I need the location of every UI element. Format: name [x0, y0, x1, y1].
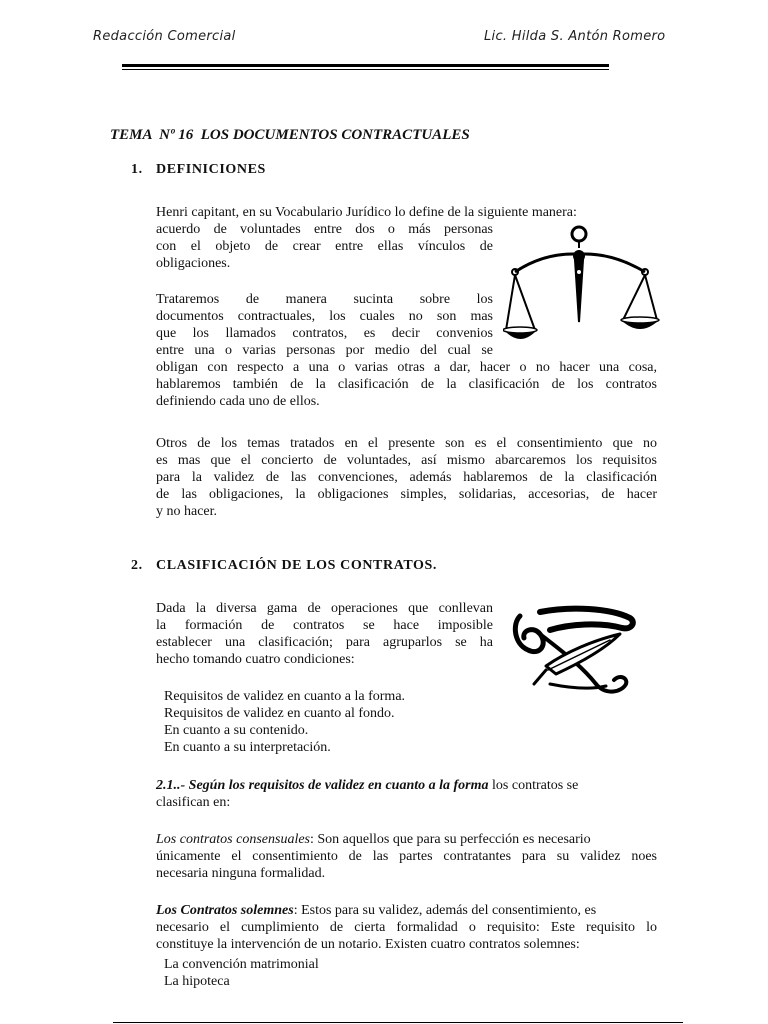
text-line: entre una o varias personas por medio del cual se	[156, 343, 493, 358]
text-line: obligan con respecto a una o varias otras a dar, hacer o no hacer una cosa,	[156, 360, 657, 375]
list-item: La hipoteca	[164, 974, 230, 989]
section2-number: 2.	[131, 558, 143, 573]
header-left: Redacción Comercial	[93, 29, 236, 44]
section2-heading-text: CLASIFICACIÓN DE LOS CONTRATOS.	[156, 558, 438, 573]
text-line: clasifican en:	[156, 795, 231, 810]
document-title: TEMA Nº 16 LOS DOCUMENTOS CONTRACTUALES	[110, 127, 470, 143]
balance-scale-icon	[503, 222, 663, 362]
text-line: obligaciones.	[156, 256, 231, 271]
solemn-list	[164, 956, 319, 990]
header-rule-thick	[122, 64, 609, 67]
text-line: acuerdo de voluntades entre dos o más personas	[156, 222, 493, 237]
section2-para1	[156, 600, 493, 668]
section2-heading	[131, 558, 437, 574]
consensual-paragraph	[156, 831, 657, 882]
text-line: únicamente el consentimiento de las partes contratantes para su validez noes	[156, 849, 657, 864]
solemn-paragraph	[156, 902, 657, 953]
list-item: En cuanto a su contenido.	[164, 723, 309, 738]
conditions-list	[164, 688, 405, 756]
section1-number: 1.	[131, 162, 143, 177]
text-line: necesario el cumplimiento de cierta formalidad o requisito: Este requisito lo	[156, 920, 657, 935]
text-line: Henri capitant, en su Vocabulario Jurídico lo define de la siguiente manera:	[156, 205, 577, 220]
text-line: hablaremos también de la clasificación de la clasificación de los contratos	[156, 377, 657, 392]
text-line: Los contratos consensuales: Son aquellos que para su perfección es necesario	[156, 832, 591, 847]
text-line: hecho tomando cuatro condiciones:	[156, 652, 355, 667]
text-line: la formación de contratos se hace imposible	[156, 618, 493, 633]
text-line: Los Contratos solemnes: Estos para su validez, además del consentimiento, es	[156, 903, 597, 918]
scroll-quill-icon	[510, 604, 638, 698]
header-right: Lic. Hilda S. Antón Romero	[484, 29, 666, 44]
list-item: La convención matrimonial	[164, 957, 319, 972]
solemn-term: Los Contratos solemnes	[156, 903, 294, 918]
list-item: Requisitos de validez en cuanto al fondo.	[164, 706, 395, 721]
subsection-heading: 2.1..- Según los requisitos de validez en cuanto a la forma	[156, 778, 489, 793]
text-line: establecer una clasificación; para agruparlos se ha	[156, 635, 493, 650]
text-line: que los llamados contratos, es decir convenios	[156, 326, 493, 341]
text-line: definiendo cada uno de ellos.	[156, 394, 320, 409]
section1-para3	[156, 435, 657, 520]
text-line: necesaria ninguna formalidad.	[156, 866, 326, 881]
text-line: constituye la intervención de un notario. Existen cuatro contratos solemnes:	[156, 937, 580, 952]
subsection-heading-line	[156, 777, 578, 794]
text-line: para la validez de las convenciones, además hablaremos de la clasificación	[156, 470, 657, 485]
text-line: Otros de los temas tratados en el presente son es el consentimiento que no	[156, 436, 657, 451]
text-line: y no hacer.	[156, 504, 218, 519]
list-item: En cuanto a su interpretación.	[164, 740, 331, 755]
section1-heading	[131, 162, 266, 178]
text-line: Dada la diversa gama de operaciones que conllevan	[156, 601, 493, 616]
text-line: documentos contractuales, los cuales no son mas	[156, 309, 493, 324]
text-line: Trataremos de manera sucinta sobre los	[156, 292, 493, 307]
text-line: de las obligaciones, la obligaciones simples, solidarias, accesorias, de hacer	[156, 487, 657, 502]
consensual-term: Los contratos consensuales	[156, 832, 310, 847]
subsection-heading-rest: los contratos se	[488, 778, 579, 793]
list-item: Requisitos de validez en cuanto a la forma.	[164, 689, 406, 704]
text-line: con el objeto de crear entre ellas vínculos de	[156, 239, 493, 254]
text-line: es mas que el concierto de voluntades, así mismo abarcaremos los requisitos	[156, 453, 657, 468]
subsection-2-1	[156, 777, 578, 811]
header-rule-thin	[122, 69, 609, 70]
section1-heading-text: DEFINICIONES	[156, 162, 266, 177]
footer-rule	[113, 1022, 683, 1023]
